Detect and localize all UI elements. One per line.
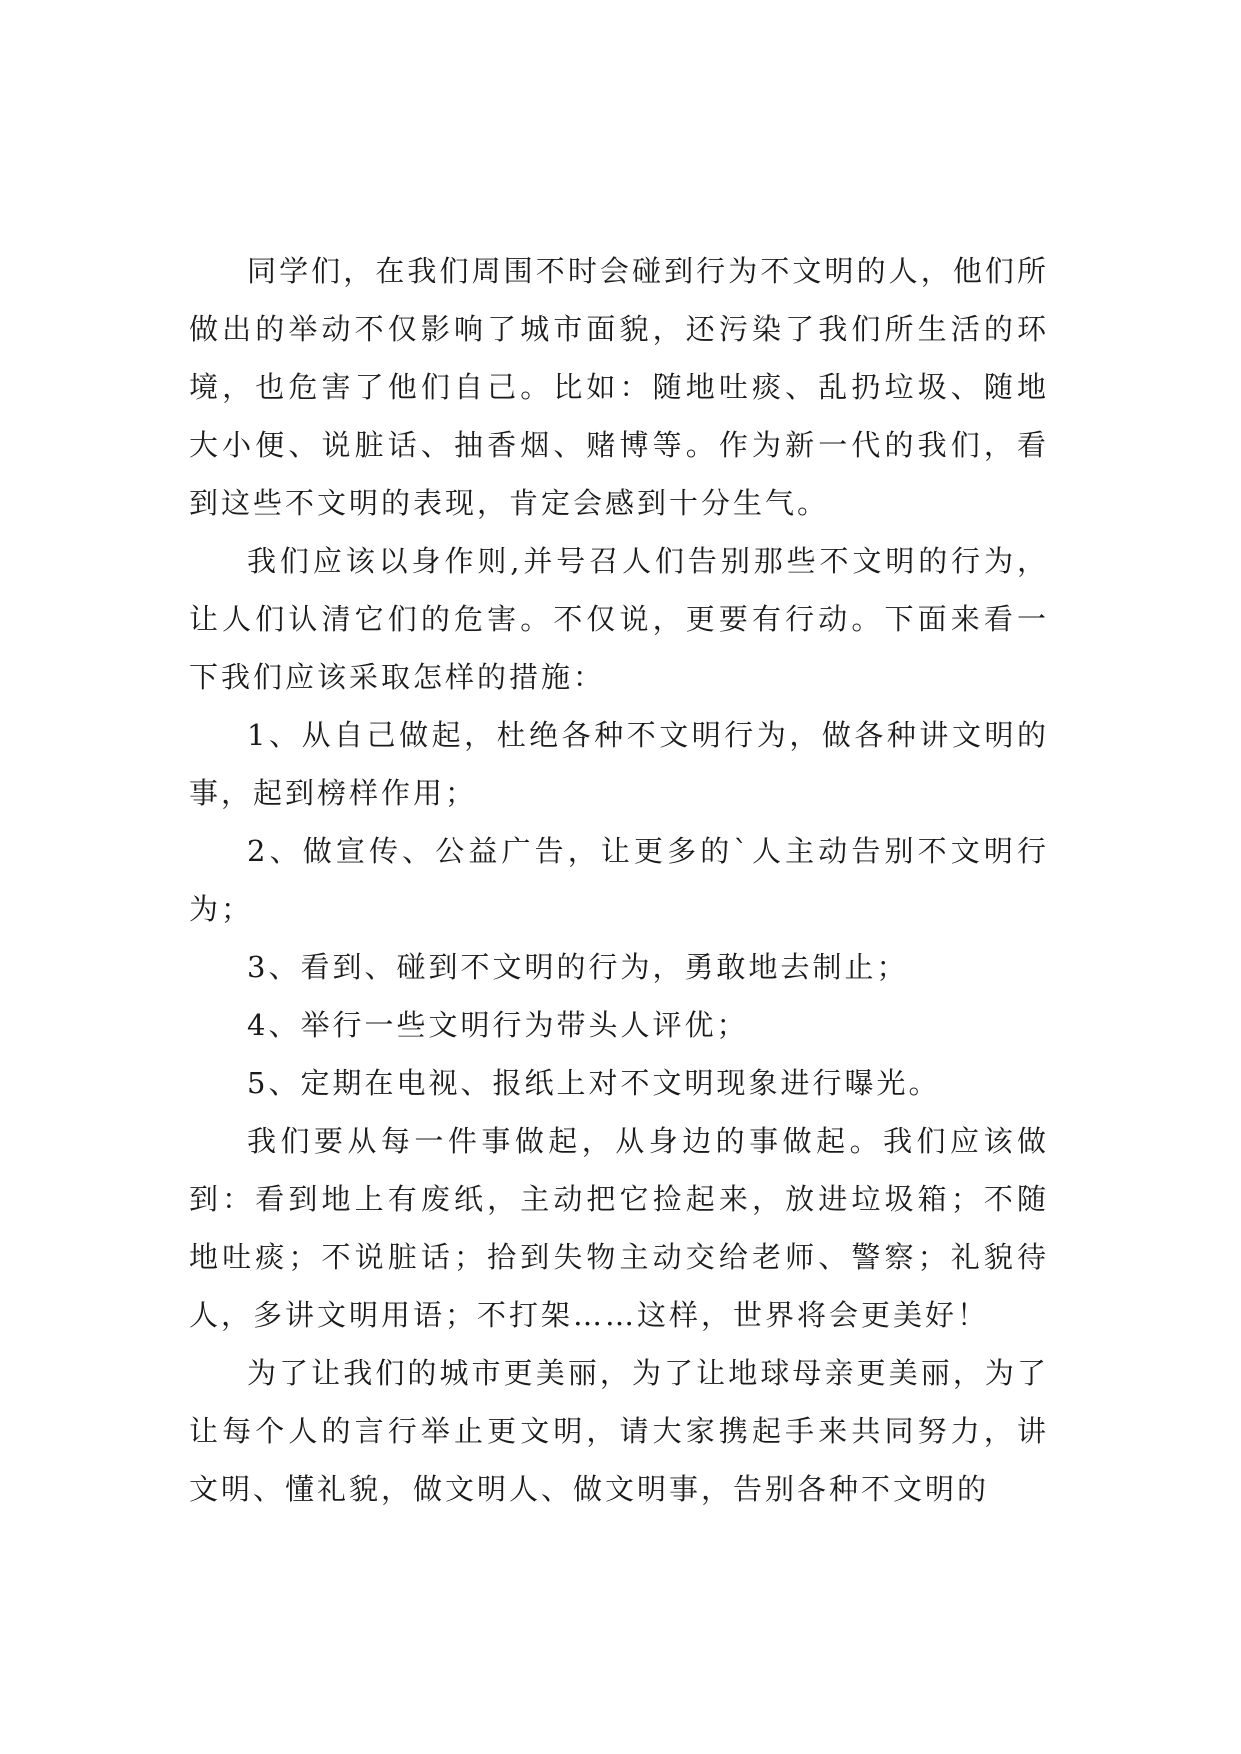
measure-item-1: 1、从自己做起，杜绝各种不文明行为，做各种讲文明的事，起到榜样作用； [189,718,1049,810]
measure-item-5: 5、定期在电视、报纸上对不文明现象进行曝光。 [247,1066,941,1100]
measure-item-4: 4、举行一些文明行为带头人评优； [247,1008,749,1042]
measure-item-3: 3、看到、碰到不文明的行为，勇敢地去制止； [247,950,909,984]
paragraph-conclusion: 为了让我们的城市更美丽，为了让地球母亲更美丽，为了让每个人的言行举止更文明，请大家携起手来共同努力，讲文明、懂礼貌，做文明人、做文明事，告别各种不文明的 [189,1356,1049,1506]
paragraph-call-to-action: 我们应该以身作则,并号召人们告别那些不文明的行为，让人们认清它们的危害。不仅说，更要有行动。下面来看一下我们应该采取怎样的措施： [189,544,1049,694]
paragraph-intro: 同学们，在我们周围不时会碰到行为不文明的人，他们所做出的举动不仅影响了城市面貌，还污染了我们所生活的环境，也危害了他们自己。比如：随地吐痰、乱扔垃圾、随地大小便、说脏话、抽香烟、赌博等。作为新一代的我们，看到这些不文明的表现，肯定会感到十分生气。 [189,254,1049,520]
document-body [189,242,1049,1518]
paragraph-daily-actions: 我们要从每一件事做起，从身边的事做起。我们应该做到：看到地上有废纸，主动把它捡起来，放进垃圾箱；不随地吐痰；不说脏话；拾到失物主动交给老师、警察；礼貌待人，多讲文明用语；不打架……这样，世界将会更美好！ [189,1124,1049,1332]
measure-item-2: 2、做宣传、公益广告，让更多的`人主动告别不文明行为； [189,834,1049,926]
